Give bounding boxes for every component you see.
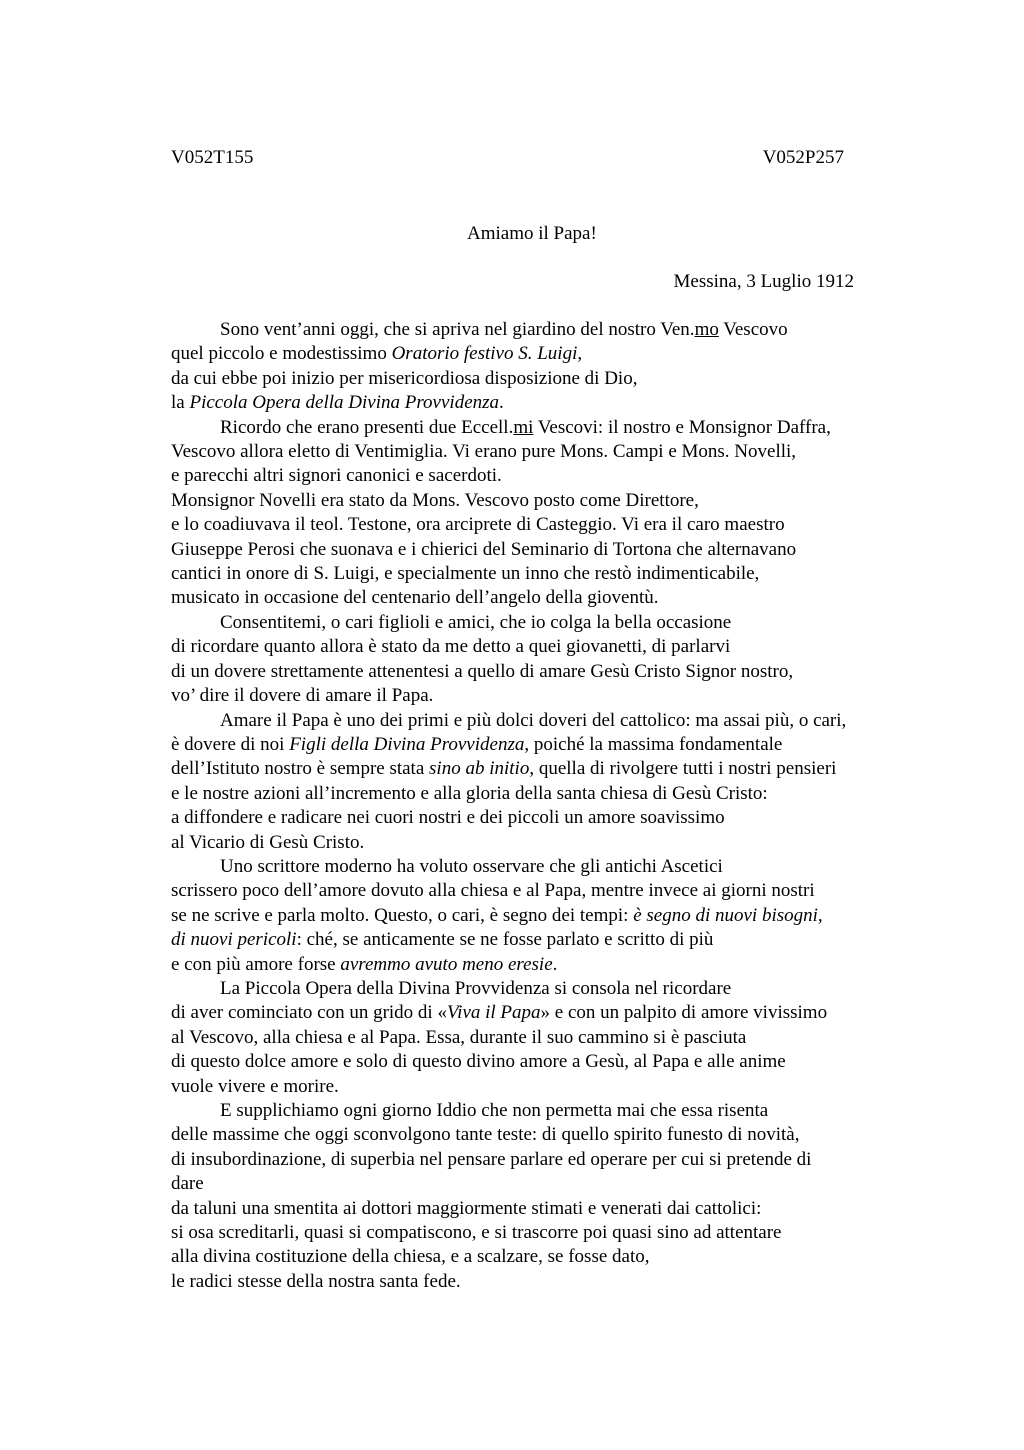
text-line [171, 660, 911, 684]
underlined-text: mi [513, 416, 534, 438]
italic-text: avremmo avuto meno eresie [340, 953, 553, 975]
italic-text: Figli della Divina Provvidenza [289, 733, 525, 755]
text-line [171, 757, 911, 781]
text-segment: vuole vivere e morire. [171, 1075, 339, 1097]
text-line [171, 440, 911, 464]
text-segment: delle massime che oggi sconvolgono tante teste: di quello spirito funesto di novità, [171, 1124, 800, 1146]
italic-text: Oratorio festivo S. Luigi [391, 343, 578, 365]
text-segment: e le nostre azioni all’incremento e alla gloria della santa chiesa di Gesù Cristo: [171, 782, 768, 804]
document-title: Amiamo il Papa! [467, 223, 597, 244]
text-line [171, 928, 911, 952]
text-line [171, 733, 911, 757]
text-line [171, 318, 911, 342]
text-segment: la [171, 392, 190, 414]
text-segment: E supplichiamo ogni giorno Iddio che non permetta mai che essa risenta [220, 1100, 769, 1121]
text-segment: e lo coadiuvava il teol. Testone, ora arciprete di Casteggio. Vi era il caro maestro [171, 514, 785, 536]
text-segment: La Piccola Opera della Divina Provvidenza si consola nel ricordare [220, 977, 732, 999]
text-line [171, 953, 911, 977]
text-segment: . [499, 392, 504, 414]
text-line [171, 782, 911, 806]
text-segment: Monsignor Novelli era stato da Mons. Vescovo posto come Direttore, [171, 489, 699, 511]
text-segment: da taluni una smentita ai dottori maggiormente stimati e venerati dai cattolici: [171, 1197, 762, 1219]
text-line [171, 391, 911, 415]
italic-text: sino ab initio [429, 758, 530, 780]
text-segment: Ricordo che erano presenti due Eccell. [220, 416, 514, 438]
text-line [171, 1075, 911, 1099]
text-line [171, 635, 911, 659]
text-segment: Giuseppe Perosi che suonava e i chierici del Seminario di Tortona che alternavano [171, 538, 797, 560]
text-line [171, 1001, 911, 1025]
italic-text: di nuovi pericoli [171, 929, 297, 951]
text-segment: musicato in occasione del centenario dell’angelo della gioventù. [171, 587, 659, 609]
text-segment: Consentitemi, o cari figlioli e amici, che io colga la bella occasione [220, 611, 732, 633]
text-segment: , [577, 343, 583, 365]
text-line [171, 684, 911, 708]
text-line [171, 879, 911, 903]
text-segment: » e con un palpito di amore vivissimo [540, 1002, 828, 1024]
text-segment: Vescovo allora eletto di Ventimiglia. Vi erano pure Mons. Campi e Mons. Novelli, [171, 441, 797, 463]
text-line [171, 513, 911, 537]
text-segment: dell’Istituto nostro è sempre stata [171, 758, 430, 780]
text-segment: di un dovere strettamente attenentesi a quello di amare Gesù Cristo Signor nostro, [171, 660, 794, 682]
text-segment: le radici stesse della nostra santa fede. [171, 1270, 461, 1292]
text-line [171, 586, 911, 610]
text-line [171, 806, 911, 830]
text-line [171, 855, 911, 879]
text-line [171, 1148, 911, 1172]
text-line [171, 1270, 911, 1294]
text-segment: e con più amore forse [171, 953, 341, 975]
text-segment: . [552, 953, 558, 975]
text-segment: se ne scrive e parla molto. Questo, o cari, è segno dei tempi: [171, 904, 634, 926]
text-segment: : ché, se anticamente se ne fosse parlato e scritto di più [296, 929, 714, 951]
text-segment: di aver cominciato con un grido di « [171, 1002, 447, 1024]
text-line [171, 1197, 911, 1221]
italic-text: Viva il Papa [446, 1002, 541, 1024]
text-segment: di questo dolce amore e solo di questo divino amore a Gesù, al Papa e alle anime [171, 1051, 786, 1073]
italic-text: Piccola Opera della Divina Provvidenza [189, 392, 500, 414]
text-segment: alla divina costituzione della chiesa, e a scalzare, se fosse dato, [171, 1246, 650, 1268]
text-segment: scrissero poco dell’amore dovuto alla chiesa e al Papa, mentre invece ai giorni nostri [171, 880, 815, 902]
text-segment: e parecchi altri signori canonici e sacerdoti. [171, 465, 502, 487]
underlined-text: mo [694, 319, 719, 340]
text-line [171, 977, 911, 1001]
italic-text: è segno di nuovi bisogni, [633, 904, 823, 926]
text-line [171, 709, 911, 733]
text-line [171, 1123, 911, 1147]
text-segment: Vescovo [718, 319, 788, 340]
text-line [171, 611, 911, 635]
text-line [171, 464, 911, 488]
text-segment: a diffondere e radicare nei cuori nostri e dei piccoli un amore soavissimo [171, 807, 725, 829]
text-line [171, 416, 911, 440]
text-line [171, 538, 911, 562]
text-segment: Vescovi: il nostro e Monsignor Daffra, [533, 416, 831, 438]
text-segment: cantici in onore di S. Luigi, e specialmente un inno che restò indimenticabile, [171, 563, 760, 585]
text-line [171, 1221, 911, 1245]
text-line [171, 367, 911, 391]
text-segment: vo’ dire il dovere di amare il Papa. [171, 685, 434, 707]
text-line [171, 489, 911, 513]
text-segment: Uno scrittore moderno ha voluto osservare che gli antichi Ascetici [220, 855, 723, 877]
text-line [171, 1172, 911, 1196]
text-segment: , poiché la massima fondamentale [524, 733, 783, 755]
text-line [171, 342, 911, 366]
text-segment: da cui ebbe poi inizio per misericordiosa disposizione di Dio, [171, 367, 638, 389]
text-line [171, 904, 911, 928]
text-line [171, 1245, 911, 1269]
text-segment: , quella di rivolgere tutti i nostri pensieri [529, 758, 837, 780]
text-segment: dare [171, 1173, 204, 1195]
text-line [171, 1050, 911, 1074]
dateline: Messina, 3 Luglio 1912 [673, 271, 854, 292]
reference-code-left: V052T155 [171, 147, 254, 168]
text-segment: quel piccolo e modestissimo [171, 343, 392, 365]
body-text [171, 318, 911, 1294]
text-line [171, 562, 911, 586]
text-segment: di insubordinazione, di superbia nel pensare parlare ed operare per cui si pretende di [171, 1148, 812, 1170]
text-segment: di ricordare quanto allora è stato da me detto a quei giovanetti, di parlarvi [171, 636, 731, 658]
text-segment: al Vescovo, alla chiesa e al Papa. Essa, durante il suo cammino si è pasciuta [171, 1026, 747, 1048]
text-line [171, 1026, 911, 1050]
text-segment: Amare il Papa è uno dei primi e più dolci doveri del cattolico: ma assai più, o cari, [220, 709, 847, 731]
text-segment: Sono vent’anni oggi, che si apriva nel giardino del nostro Ven. [220, 319, 695, 340]
reference-code-right: V052P257 [762, 147, 844, 168]
text-segment: al Vicario di Gesù Cristo. [171, 831, 365, 853]
text-segment: è dovere di noi [171, 733, 290, 755]
text-line [171, 831, 911, 855]
text-segment: si osa screditarli, quasi si compatiscono, e si trascorre poi quasi sino ad attentare [171, 1222, 782, 1244]
text-line [171, 1099, 911, 1123]
